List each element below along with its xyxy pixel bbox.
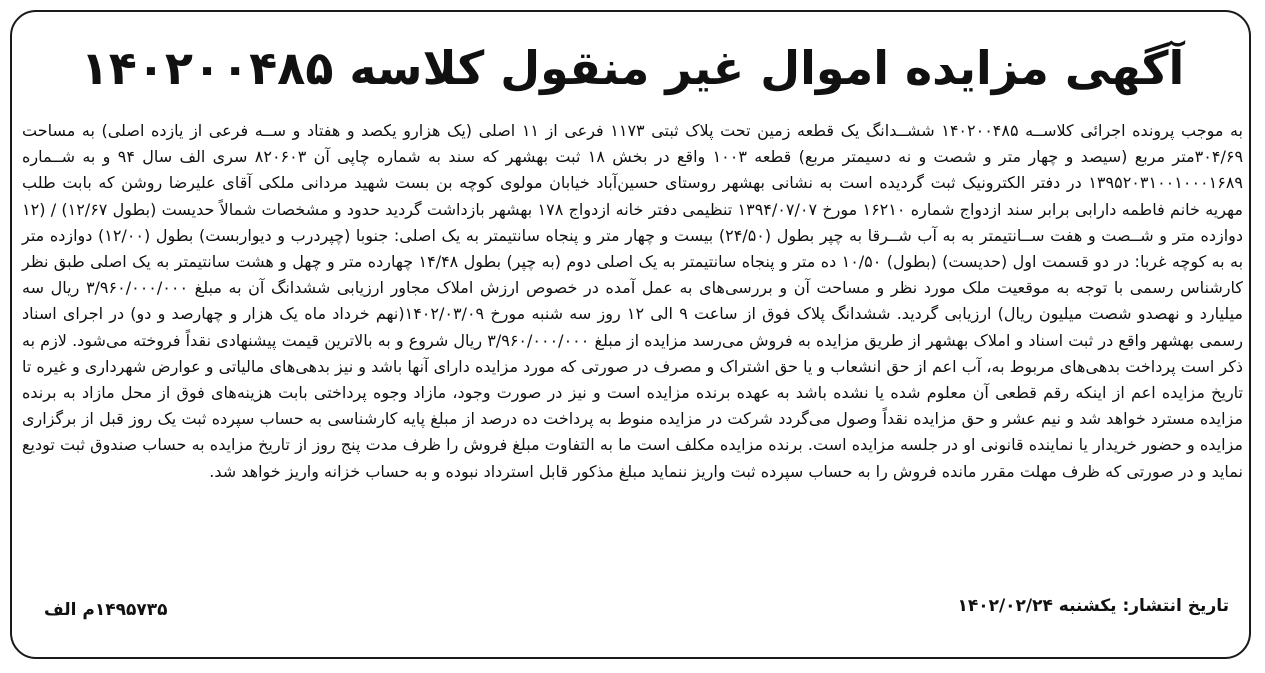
notice-title: آگهی مزایده اموال غیر منقول کلاسه ۱۴۰۲۰۰۴۸۵ xyxy=(80,41,1185,95)
publish-date: تاریخ انتشار: یکشنبه ۱۴۰۲/۰۲/۲۴ xyxy=(957,596,1229,616)
notice-body: به موجب پرونده اجرائی کلاســه ۱۴۰۲۰۰۴۸۵ ششــدانگ یک قطعه زمین تحت پلاک ثبتی ۱۱۷۳ فرعی از ۱۱ اصلی (یک هزارو یکصد و هفتاد و ســه فرعی از یازده اصلی) به مساحت ۳۰۴/۶۹متر مربع (سیصد و چهار متر و شصت و نه دسیمتر مربع) قطعه ۱۰۰۳ واقع در بخش ۱۸ ثبت بهشهر که سند به شماره چاپی آن ۸۲۰۶۰۳ سری الف سال ۹۴ و به شــماره ۱۳۹۵۲۰۳۱۰۰۱۰۰۰۱۶۸۹ در دفتر الکترونیک ثبت گردیده است به نشانی بهشهر روستای حسین‌آباد خیابان مولوی کوچه بن بست شهید مردانی ملکی آقای علیرضا روشن که بابت طلب مهریه خانم فاطمه دارابی برابر سند ازدواج شماره ۱۶۲۱۰ مورخ ۱۳۹۴/۰۷/۰۷ تنظیمی دفتر خانه ازدواج ۱۷۸ بهشهر بازداشت گردید حدود و مشخصات شمالاً حدیست (بطول ۱۲/۶۷) / (۱۲ دوازده متر و شــصت و هفت ســانتیمتر به به آب شــرقا به چپر بطول (۲۴/۵۰) بیست و چهار متر و پنجاه سانتیمتر به یک اصلی: جنوبا (چپردرب و دیواربست) بطول (۱۲/۰۰) دوازده متر به به کوچه غربا: در دو قسمت اول (حدیست) (بطول) ۱۰/۵۰ ده متر و پنجاه سانتیمتر به یک اصلی دوم (به چپر) بطول ۱۴/۴۸ چهارده متر و چهل و هشت سانتیمتر به یک اصلی طبق نظر کارشناس رسمی با توجه به موقعیت ملک مورد نظر و مساحت آن و بررسی‌های به عمل آمده در خصوص ارزش املاک مجاور ارزیابی ششدانگ آن به مبلغ ۳/۹۶۰/۰۰۰/۰۰۰ ریال سه میلیارد و نهصدو شصت میلیون ریال) ارزیابی گردید. ششدانگ پلاک فوق از ساعت ۹ الی ۱۲ روز سه شنبه مورخ ۱۴۰۲/۰۳/۰۹(نهم خرداد ماه یک هزار و چهارصد و دو) در اجرای اسناد رسمی بهشهر واقع در ثبت اسناد و املاک بهشهر از طریق مزایده به فروش می‌رسد مزایده از مبلغ ۳/۹۶۰/۰۰۰/۰۰۰ ریال شروع و به بالاترین قیمت پیشنهادی نقداً فروخته می‌شود. لازم به ذکر است پرداخت بدهی‌های مربوط به، آب اعم از حق انشعاب و یا حق اشتراک و مصرف در صورتی که مورد مزایده دارای آنها باشد و نیز بدهی‌های مالیاتی و عوارض شهرداری و غیره تا تاریخ مزایده اعم از اینکه رقم قطعی آن معلوم شده یا نشده باشد به عهده برنده مزایده است و نیز در صورت وجود، مازاد وجوه پرداختی بابت هزینه‌های فوق از محل مازاد به برنده مزایده مسترد خواهد شد و نیم عشر و حق مزایده نقداً وصول می‌گردد شرکت در مزایده منوط به پرداخت ده درصد از مبلغ پایه کارشناسی به حساب سپرده ثبت یک روز قبل از برگزاری مزایده و حضور خریدار یا نماینده قانونی او در جلسه مزایده است. برنده مزایده مکلف است ما به التفاوت مبلغ فروش را ظرف مدت پنج روز از تاریخ مزایده به حساب صندوق ثبت تودیع نماید و در صورتی که ظرف مهلت مقرر مانده فروش را به حساب سپرده ثبت واریز ننماید مبلغ مذکور قابل استرداد نبوده و به حساب خزانه واریز خواهد شد. xyxy=(22,121,1244,481)
notice-code: ۱۴۹۵۷۳۵م الف xyxy=(44,600,168,620)
